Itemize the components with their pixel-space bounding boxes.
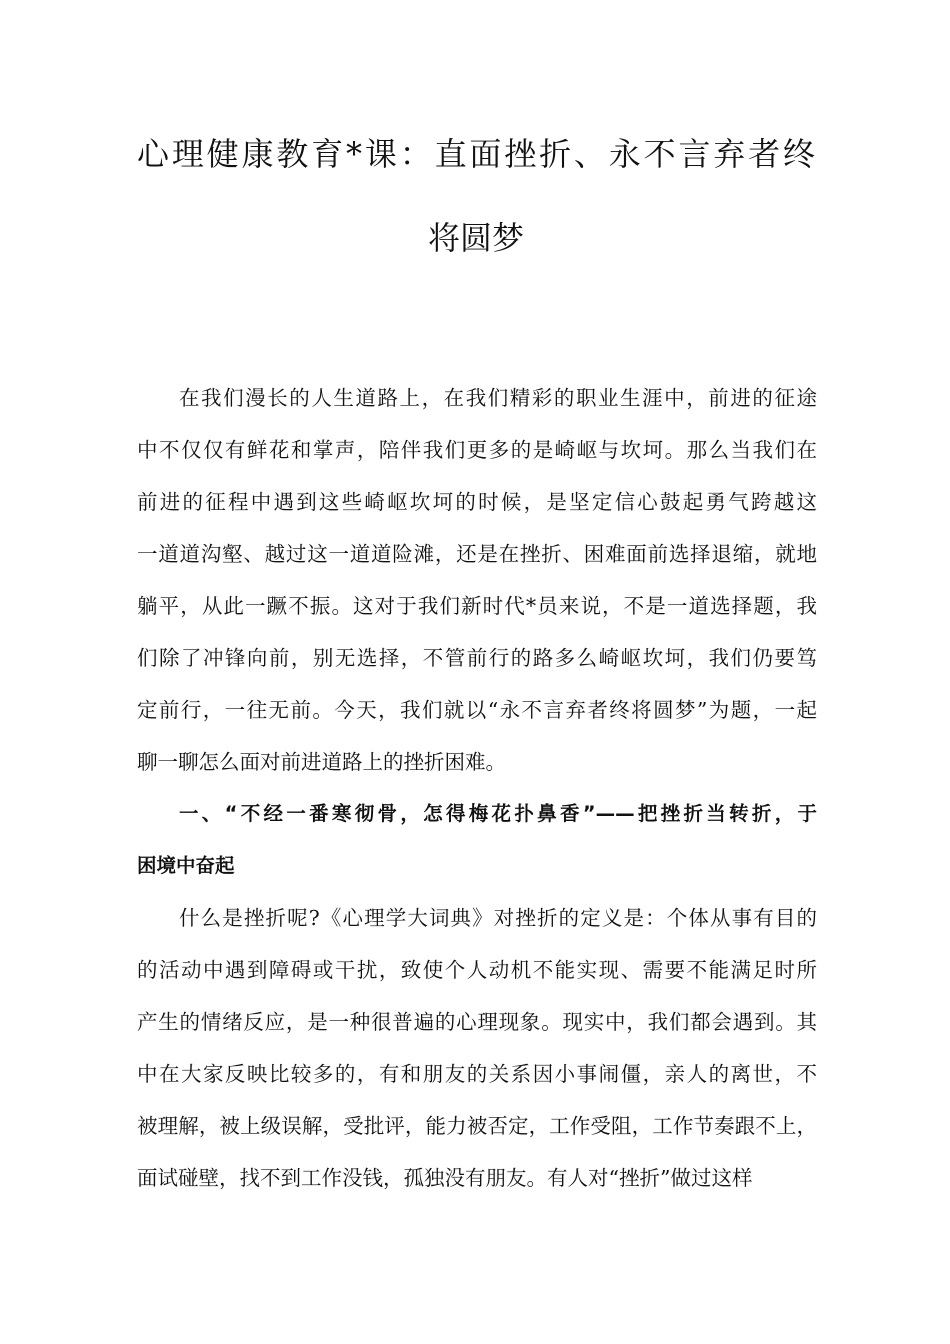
text-line: 中在大家反映比较多的，有和朋友的关系因小事闹僵，亲人的离世，不 bbox=[137, 1062, 817, 1086]
text-line: 中不仅仅有鲜花和掌声，陪伴我们更多的是崎岖与坎坷。那么当我们在 bbox=[137, 438, 817, 462]
text-line: 什么是挫折呢?《心理学大词典》对挫折的定义是：个体从事有目的 bbox=[179, 906, 817, 930]
document-title-line-1: 心理健康教育*课：直面挫折、永不言弃者终 bbox=[137, 135, 815, 173]
text-line: 面试碰壁，找不到工作没钱，孤独没有朋友。有人对“挫折”做过这样 bbox=[137, 1166, 753, 1190]
text-line: 在我们漫长的人生道路上，在我们精彩的职业生涯中，前进的征途 bbox=[179, 386, 817, 410]
paragraph bbox=[137, 904, 817, 1216]
text-line: 定前行，一往无前。今天，我们就以“永不言弃者终将圆梦”为题，一起 bbox=[137, 698, 817, 722]
text-line: 一、“不经一番寒彻骨，怎得梅花扑鼻香”——把挫折当转折，于 bbox=[179, 802, 817, 825]
document-body bbox=[137, 384, 817, 1216]
section-heading bbox=[137, 800, 817, 904]
text-line: 被理解，被上级误解，受批评，能力被否定，工作受阻，工作节奏跟不上， bbox=[137, 1114, 817, 1138]
text-line: 躺平，从此一蹶不振。这对于我们新时代*员来说，不是一道选择题，我 bbox=[137, 594, 817, 618]
document-title-line-2: 将圆梦 bbox=[427, 219, 524, 257]
text-line: 产生的情绪反应，是一种很普遍的心理现象。现实中，我们都会遇到。其 bbox=[137, 1010, 817, 1034]
text-line: 们除了冲锋向前，别无选择，不管前行的路多么崎岖坎坷，我们仍要笃 bbox=[137, 646, 817, 670]
text-line: 前进的征程中遇到这些崎岖坎坷的时候，是坚定信心鼓起勇气跨越这 bbox=[137, 490, 817, 514]
text-line: 的活动中遇到障碍或干扰，致使个人动机不能实现、需要不能满足时所 bbox=[137, 958, 817, 982]
paragraph bbox=[137, 384, 817, 800]
text-line: 困境中奋起 bbox=[137, 854, 235, 877]
text-line: 聊一聊怎么面对前进道路上的挫折困难。 bbox=[137, 750, 506, 774]
text-line: 一道道沟壑、越过这一道道险滩，还是在挫折、困难面前选择退缩，就地 bbox=[137, 542, 817, 566]
